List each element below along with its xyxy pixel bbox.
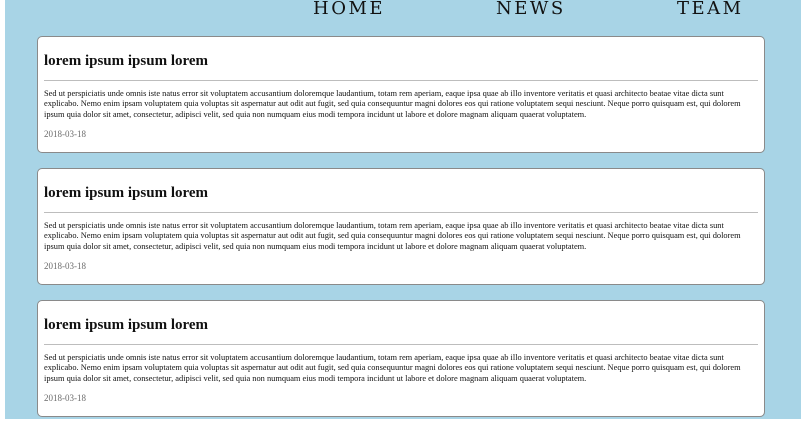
news-card-title: lorem ipsum ipsum lorem <box>44 53 209 69</box>
news-card-divider <box>44 212 758 213</box>
top-navigation <box>0 0 806 20</box>
news-card-body: Sed ut perspiciatis unde omnis iste natus error sit voluptatem accusantium doloremque laudantium, totam rem aperiam, eaque ipsa quae ab illo inventore veritatis et quasi architecto beatae vitae dicta sunt explicabo. Nemo enim ipsam voluptatem quia voluptas sit aspernatur aut odit aut fugit, sed quia consequuntur magni dolores eos qui ratione voluptatem sequi nesciunt. Neque porro quisquam est, qui dolorem ipsum quia dolor sit amet, consectetur, adipisci velit, sed quia non numquam eius modi tempora incidunt ut labore et dolore magnam aliquam quaerat voluptatem. <box>44 353 741 383</box>
news-card-title: lorem ipsum ipsum lorem <box>44 185 209 201</box>
news-card-2 <box>37 168 765 285</box>
news-card-divider <box>44 344 758 345</box>
nav-link-news[interactable]: NEWS <box>496 0 566 19</box>
news-card-body: Sed ut perspiciatis unde omnis iste natus error sit voluptatem accusantium doloremque laudantium, totam rem aperiam, eaque ipsa quae ab illo inventore veritatis et quasi architecto beatae vitae dicta sunt explicabo. Nemo enim ipsam voluptatem quia voluptas sit aspernatur aut odit aut fugit, sed quia consequuntur magni dolores eos qui ratione voluptatem sequi nesciunt. Neque porro quisquam est, qui dolorem ipsum quia dolor sit amet, consectetur, adipisci velit, sed quia non numquam eius modi tempora incidunt ut labore et dolore magnam aliquam quaerat voluptatem. <box>44 89 741 119</box>
news-card-title: lorem ipsum ipsum lorem <box>44 317 209 333</box>
news-card-1 <box>37 36 765 153</box>
news-card-date: 2018-03-18 <box>44 129 86 139</box>
news-card-date: 2018-03-18 <box>44 393 86 403</box>
nav-link-team[interactable]: TEAM <box>677 0 744 19</box>
news-card-date: 2018-03-18 <box>44 261 86 271</box>
news-card-body: Sed ut perspiciatis unde omnis iste natus error sit voluptatem accusantium doloremque laudantium, totam rem aperiam, eaque ipsa quae ab illo inventore veritatis et quasi architecto beatae vitae dicta sunt explicabo. Nemo enim ipsam voluptatem quia voluptas sit aspernatur aut odit aut fugit, sed quia consequuntur magni dolores eos qui ratione voluptatem sequi nesciunt. Neque porro quisquam est, qui dolorem ipsum quia dolor sit amet, consectetur, adipisci velit, sed quia non numquam eius modi tempora incidunt ut labore et dolore magnam aliquam quaerat voluptatem. <box>44 221 741 251</box>
nav-link-home[interactable]: HOME <box>313 0 386 19</box>
news-card-3 <box>37 300 765 417</box>
news-card-divider <box>44 80 758 81</box>
